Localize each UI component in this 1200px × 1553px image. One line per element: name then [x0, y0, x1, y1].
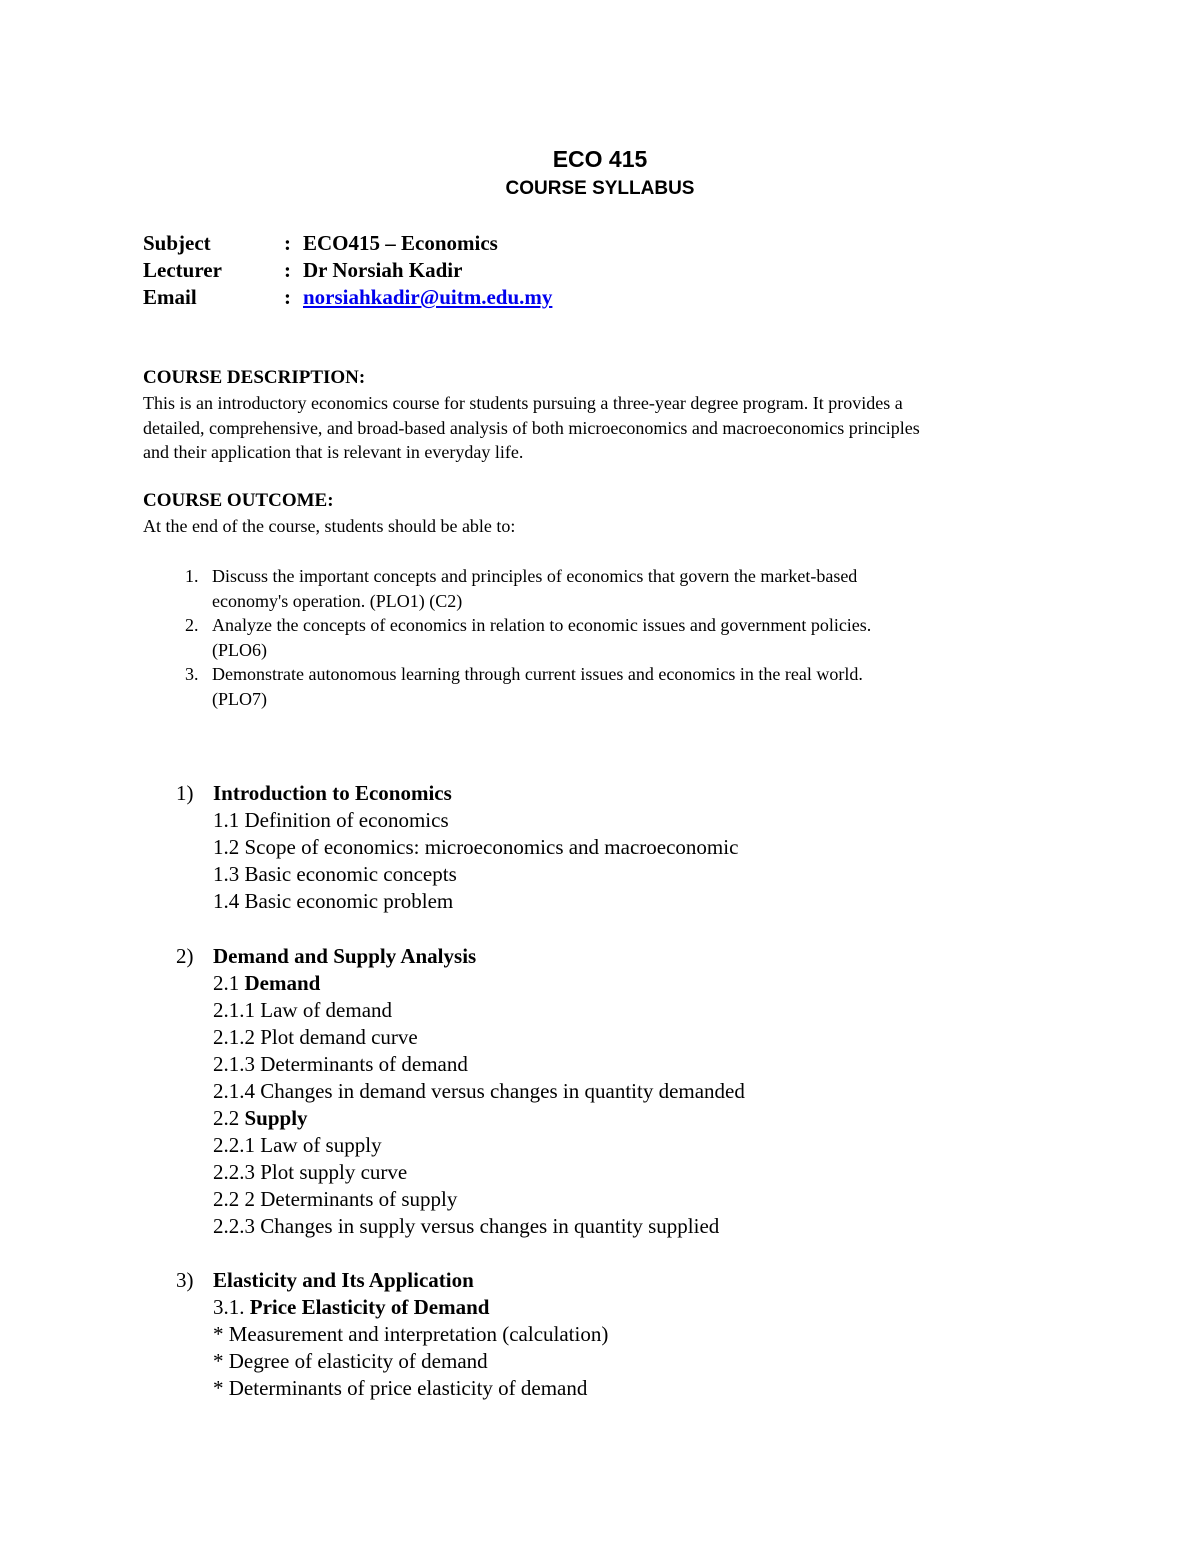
subtopic [213, 1322, 608, 1347]
subtopic-text: 1.3 Basic economic concepts [213, 862, 457, 886]
subtopic [213, 998, 392, 1023]
subtopic-text: 2.1.2 Plot demand curve [213, 1025, 418, 1049]
course-code-title: ECO 415 [552, 146, 648, 172]
subtopic-text: * Degree of elasticity of demand [213, 1349, 488, 1373]
subtopic-text: 2.2.3 Changes in supply versus changes in quantity supplied [213, 1214, 720, 1238]
subtopic-text: 3.1. [213, 1295, 250, 1319]
subtopic [213, 1106, 308, 1131]
subtopic [213, 1349, 488, 1374]
outcome-number: 3. [185, 664, 199, 684]
topic-number: 2) [176, 944, 194, 968]
document-title: COURSE SYLLABUS [505, 178, 695, 199]
email-label: Email [143, 285, 197, 309]
subtopic [213, 1052, 468, 1077]
subject-colon: : [284, 231, 291, 255]
description-line: This is an introductory economics course for students pursuing a three-year degree program. It provides a [143, 393, 903, 413]
subtopic [213, 1160, 407, 1185]
outcome-text: Discuss the important concepts and principles of economics that govern the market-based [212, 566, 858, 586]
email-link[interactable]: norsiahkadir@uitm.edu.my [303, 285, 553, 309]
subtopic-text: 2.1.4 Changes in demand versus changes in quantity demanded [213, 1079, 745, 1103]
topic-number: 1) [176, 781, 194, 805]
outcome-text: (PLO6) [212, 640, 267, 660]
subtopic [213, 1025, 418, 1050]
lecturer-colon: : [284, 258, 291, 282]
subtopic-text: 2.2 [213, 1106, 245, 1130]
subtopic-text: 2.2.1 Law of supply [213, 1133, 382, 1157]
subtopic-text: 1.2 Scope of economics: microeconomics and macroeconomic [213, 835, 739, 859]
outcome-text: Analyze the concepts of economics in relation to economic issues and government policies. [212, 615, 872, 635]
subtopic [213, 862, 457, 887]
outcome-text: (PLO7) [212, 689, 267, 709]
subtopic [213, 1376, 587, 1401]
subtopic [213, 1214, 719, 1239]
subtopic-text: 1.1 Definition of economics [213, 808, 449, 832]
subtopic-text: 2.1 [213, 971, 245, 995]
subtopic [213, 1133, 382, 1158]
topic-number: 3) [176, 1268, 194, 1292]
topic-title: Introduction to Economics [213, 781, 452, 805]
subtopic-text: 2.1.3 Determinants of demand [213, 1052, 468, 1076]
subtopic [213, 808, 449, 833]
subtopic [213, 971, 320, 996]
description-line: detailed, comprehensive, and broad-based analysis of both microeconomics and macroeconomics principles [143, 418, 920, 438]
subtopic-bold: Supply [244, 1106, 308, 1130]
course-description-heading: COURSE DESCRIPTION: [143, 367, 366, 388]
subject-value: ECO415 – Economics [303, 231, 498, 255]
subtopic [213, 889, 453, 914]
subtopic-text: 2.1.1 Law of demand [213, 998, 393, 1022]
lecturer-value: Dr Norsiah Kadir [303, 258, 463, 282]
outcome-number: 1. [185, 566, 199, 586]
outcome-intro: At the end of the course, students should be able to: [143, 516, 516, 536]
subtopic-text: * Determinants of price elasticity of demand [213, 1376, 588, 1400]
outcome-text: Demonstrate autonomous learning through current issues and economics in the real world. [212, 664, 863, 684]
subtopic [213, 1295, 489, 1320]
lecturer-label: Lecturer [143, 258, 222, 282]
subtopic-text: 1.4 Basic economic problem [213, 889, 454, 913]
topic-title: Elasticity and Its Application [213, 1268, 474, 1292]
subtopic-bold: Price Elasticity of Demand [249, 1295, 490, 1319]
outcome-number: 2. [185, 615, 199, 635]
subtopic [213, 1079, 745, 1104]
outcome-text: economy's operation. (PLO1) (C2) [212, 591, 463, 611]
subtopic-text: 2.2 2 Determinants of supply [213, 1187, 458, 1211]
subtopic-text: 2.2.3 Plot supply curve [213, 1160, 408, 1184]
subtopic-bold: Demand [244, 971, 321, 995]
description-line: and their application that is relevant in everyday life. [143, 442, 524, 462]
subtopic [213, 835, 738, 860]
email-colon: : [284, 285, 291, 309]
topic-title: Demand and Supply Analysis [213, 944, 477, 968]
subtopic [213, 1187, 457, 1212]
subtopic-text: * Measurement and interpretation (calculation) [213, 1322, 609, 1346]
course-outcome-heading: COURSE OUTCOME: [143, 490, 334, 511]
subject-label: Subject [143, 231, 211, 255]
